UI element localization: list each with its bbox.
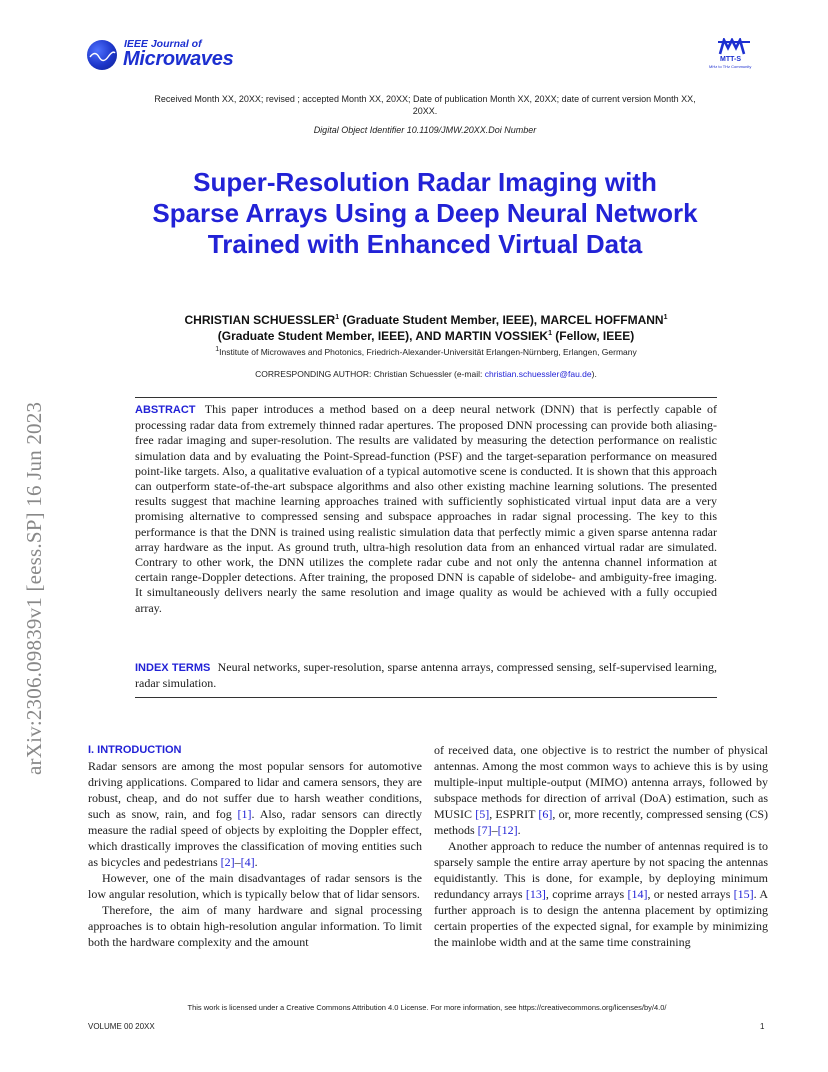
corresponding-prefix: CORRESPONDING AUTHOR: Christian Schuessler (e-mail:	[255, 369, 485, 379]
paragraph-text: , ESPRIT	[489, 807, 539, 821]
paragraph-text: , or, more recently, compressed sensing (CS) methods	[434, 807, 768, 837]
citation-link[interactable]: [1]	[237, 807, 252, 821]
paragraph-text: –	[234, 855, 241, 869]
citation-link[interactable]: [14]	[627, 887, 648, 901]
citation-link[interactable]: [12]	[497, 823, 518, 837]
journal-name-small: IEEE Journal of	[124, 38, 202, 50]
received-dates: Received Month XX, 20XX; revised ; accepted Month XX, 20XX; Date of publication Month XX, 20XX; date of current version Month XX, 20XX.	[154, 94, 696, 116]
paragraph: However, one of the main disadvantages of radar sensors is the low angular resolution, which is typically below that of lidar sensors.	[88, 871, 422, 901]
paper-title: Super-Resolution Radar Imaging with Sparse Arrays Using a Deep Neural Network Trained with Enhanced Virtual Data	[152, 167, 698, 259]
section-heading: I. INTRODUCTION	[88, 744, 182, 756]
author-name: (Graduate Student Member, IEEE), AND MARTIN VOSSIEK	[217, 329, 549, 343]
affiliation-mark: 1	[548, 330, 552, 337]
citation-link[interactable]: [15]	[733, 887, 754, 901]
index-terms-text: Neural networks, super-resolution, sparse antenna arrays, compressed sensing, self-supervised learning, radar simulation.	[135, 660, 717, 691]
author-name: CHRISTIAN SCHUESSLER	[184, 313, 336, 327]
paragraph: Therefore, the aim of many hardware and signal processing approaches is to obtain high-resolution angular information. To limit both the hardware complexity and the amount	[88, 903, 422, 949]
paragraph-text: Radar sensors are among the most popular sensors for automotive driving applications. Compared to lidar and camera sensors, they are robust, cheap, and do not suffer due to harsh weather conditions, such as snow, rain, and fog	[88, 759, 422, 821]
affiliation	[135, 347, 717, 357]
email-link[interactable]: christian.schuessler@fau.de	[484, 369, 592, 379]
divider	[135, 397, 717, 398]
citation-link[interactable]: [7]	[477, 823, 492, 837]
corresponding-suffix: ).	[591, 369, 597, 379]
paragraph-text: .	[254, 855, 258, 869]
citation-link[interactable]: [4]	[240, 855, 255, 869]
citation-link[interactable]: [2]	[220, 855, 235, 869]
index-terms	[135, 660, 717, 691]
citation-link[interactable]: [6]	[538, 807, 553, 821]
author-name: (Fellow, IEEE)	[551, 329, 635, 343]
society-name: MTT-S	[720, 56, 741, 63]
index-terms-label: INDEX TERMS	[135, 662, 211, 674]
affiliation-mark: 1	[663, 314, 668, 321]
divider	[135, 697, 717, 698]
paragraph	[434, 742, 768, 838]
paragraph	[434, 838, 768, 950]
citation-link[interactable]: [13]	[525, 887, 546, 901]
globe-icon	[87, 40, 117, 70]
society-tagline: MHz to THz Community	[709, 64, 752, 69]
body-column-right	[434, 742, 768, 950]
citation-link[interactable]: [5]	[475, 807, 490, 821]
paragraph-text: . Also, radar sensors can directly measure the radial speed of objects by exploiting the Doppler effect, which drastically improves the classification of moving entities such as bicycles and pedestrians	[88, 807, 422, 869]
journal-logo	[87, 38, 257, 72]
author-list	[135, 312, 717, 344]
affiliation-text: Institute of Microwaves and Photonics, Friedrich-Alexander-Universität Erlangen-Nürnberg, Erlangen, Germany	[219, 347, 637, 357]
paragraph-text: of received data, one objective is to restrict the number of physical antennas. Among the most common ways to achieve this is by using multiple-input multiple-output (MIMO) antenna arrays, followed by subspace methods for direction of arrival (DoA) estimation, such as MUSIC	[434, 743, 768, 821]
paragraph	[88, 758, 422, 870]
page-number: 1	[760, 1022, 765, 1031]
affiliation-mark: 1	[335, 314, 340, 321]
paragraph-text: Another approach to reduce the number of antennas required is to sparsely sample the entire array aperture by not spacing the antennas equidistantly. This is done, for example, by deploying minimum redundancy arrays	[434, 839, 768, 901]
arxiv-identifier: arXiv:2306.09839v1 [eess.SP] 16 Jun 2023	[22, 401, 46, 775]
journal-name-large: Microwaves	[123, 48, 234, 70]
doi: Digital Object Identifier 10.1109/JMW.20XX.Doi Number	[313, 125, 537, 135]
affiliation-mark: 1	[215, 346, 220, 354]
paragraph-text: , or nested arrays	[647, 887, 734, 901]
license-notice: This work is licensed under a Creative Commons Attribution 4.0 License. For more information, see https://creativecommons.org/licenses/by/4.0/	[187, 1003, 667, 1012]
abstract	[135, 402, 717, 616]
body-column-left	[88, 742, 422, 950]
abstract-label: ABSTRACT	[135, 404, 196, 416]
volume-label: VOLUME 00 20XX	[88, 1022, 155, 1031]
paragraph-text: , coprime arrays	[545, 887, 628, 901]
society-logo	[706, 38, 762, 72]
abstract-text: This paper introduces a method based on a deep neural network (DNN) that is perfectly capable of processing radar data from extremely thinned radar apertures. The proposed DNN processing can provide both aliasing-free radar imaging and super-resolution. The results are validated by measuring the detection performance on realistic simulation data and by evaluating the Point-Spread-function (PSF) and the target-separation performance on measured point-like targets. Also, a qualitative evaluation of a typical automotive scene is conducted. It is shown that this approach can outperform state-of-the-art subspace algorithms and also other existing machine learning solutions. The presented results suggest that machine learning approaches trained with sufficiently sophisticated virtual input data are a very promising alternative to compressed sensing and subspace approaches in radar signal processing. The key to this performance is that the DNN is trained using realistic simulation data that perfectly mimic a given sparse antenna radar array hardware as the input. As ground truth, ultra-high resolution data from an enhanced virtual radar are simulated. Contrary to other work, the DNN utilizes the complete radar cube and not only the antenna channel information at certain range-Doppler detections. After training, the proposed DNN is capable of sidelobe- and ambiguity-free imaging. It simultaneously delivers nearly the same resolution and image quality as would be achieved with a fully occupied array.	[135, 402, 717, 615]
paragraph-text: .	[517, 823, 521, 837]
mtts-emblem-icon	[706, 38, 762, 56]
paragraph-text: –	[491, 823, 498, 837]
paragraph-text: . A further approach is to design the antenna placement by optimizing certain properties of the expected signal, for example by minimizing the mainlobe width and at the same time constraining	[434, 887, 768, 949]
corresponding-author	[135, 369, 717, 379]
author-name: (Graduate Student Member, IEEE), MARCEL HOFFMANN	[339, 313, 664, 327]
